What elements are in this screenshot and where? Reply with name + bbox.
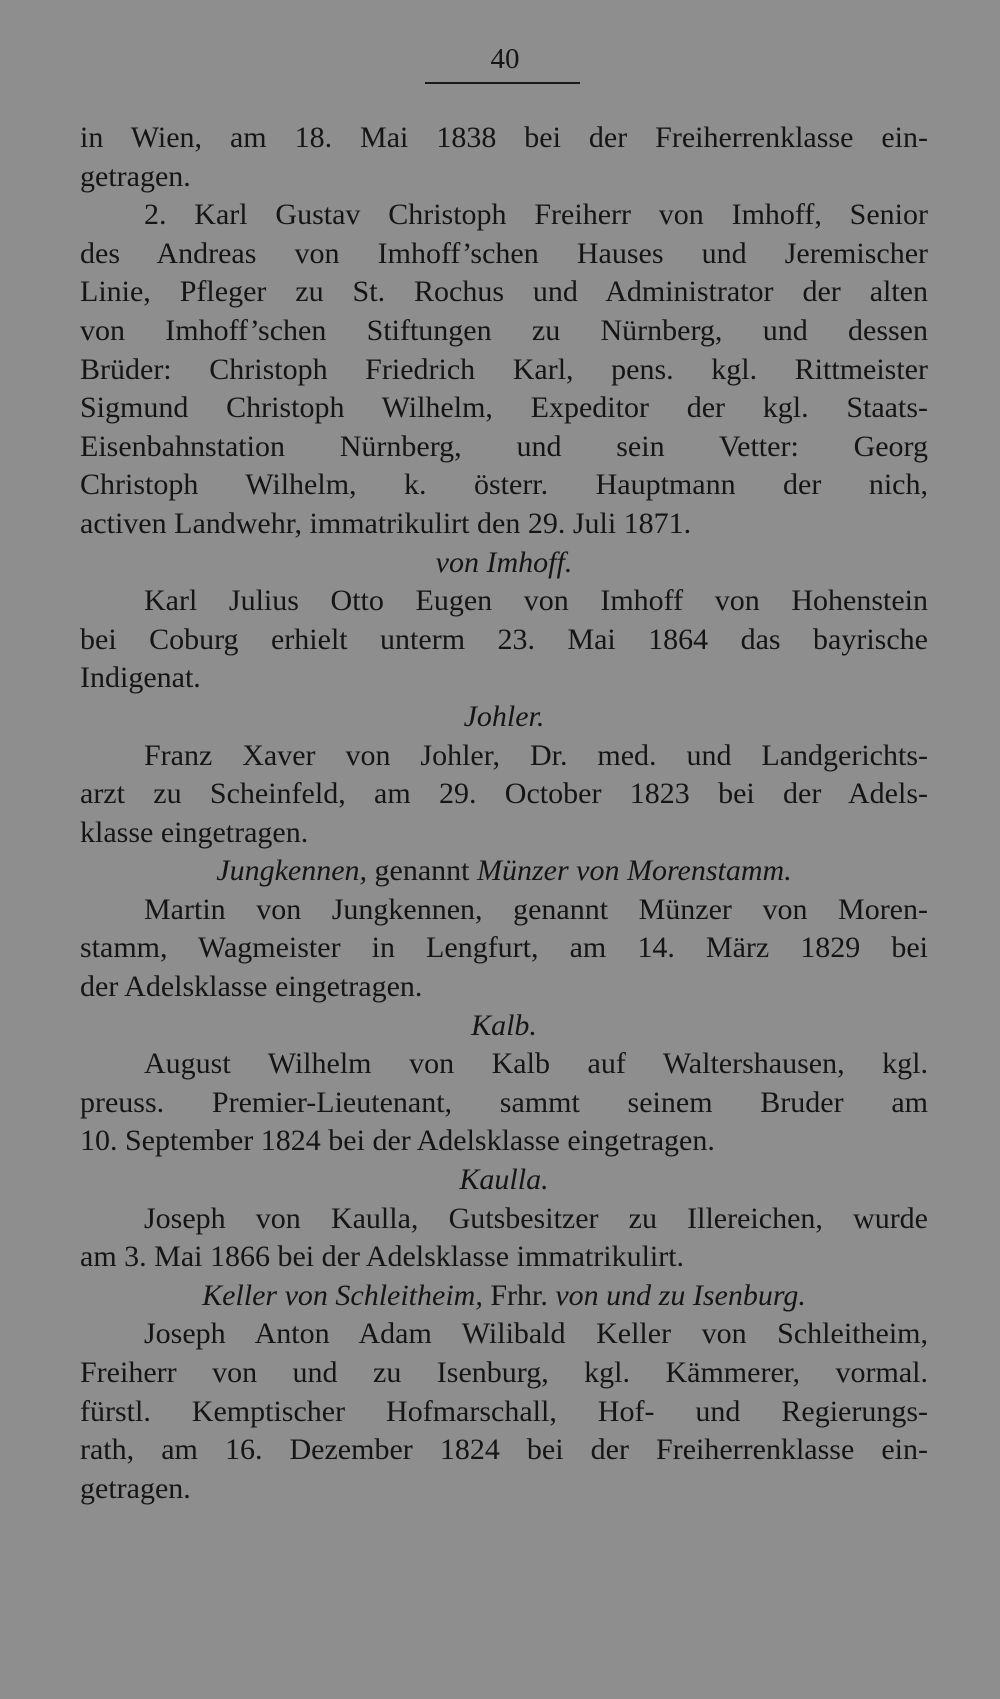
text-line: von Imhoff’schen Stiftungen zu Nürnberg, und dessen — [80, 313, 928, 347]
text-line: arzt zu Scheinfeld, am 29. October 1823 bei der Adels- — [80, 777, 928, 811]
text-line: preuss. Premier-Lieutenant, sammt seinem Bruder am — [80, 1085, 928, 1119]
text-line: Eisenbahnstation Nürnberg, und sein Vetter: Georg — [80, 429, 928, 463]
entry-heading — [80, 1277, 928, 1316]
entry-heading: Johler. — [463, 699, 545, 733]
text-line: stamm, Wagmeister in Lengfurt, am 14. März 1829 bei — [80, 931, 928, 965]
text-line: des Andreas von Imhoff’schen Hauses und Jeremischer — [80, 236, 928, 270]
text-line: rath, am 16. Dezember 1824 bei der Freiherrenklasse ein- — [80, 1433, 928, 1467]
entry-heading — [80, 852, 928, 891]
text-line: getragen. — [80, 159, 191, 193]
text-line: Christoph Wilhelm, k. österr. Hauptmann der nich, — [80, 468, 928, 502]
text-line: Franz Xaver von Johler, Dr. med. und Landgerichts- — [144, 738, 928, 772]
entry-heading: Kalb. — [471, 1008, 537, 1042]
text-line: Indigenat. — [80, 661, 201, 695]
text-line: getragen. — [80, 1471, 191, 1505]
text-line: Freiherr von und zu Isenburg, kgl. Kämmerer, vormal. — [80, 1356, 928, 1389]
text-line: fürstl. Kemptischer Hofmarschall, Hof- und Regierungs- — [80, 1394, 928, 1428]
text-line: bei Coburg erhielt unterm 23. Mai 1864 das bayrische — [80, 622, 928, 656]
text-line: Karl Julius Otto Eugen von Imhoff von Hohenstein — [144, 584, 928, 618]
text-line: 2. Karl Gustav Christoph Freiherr von Imhoff, Senior — [144, 198, 928, 232]
heading-plain-part: Frhr. — [482, 1278, 556, 1312]
text-line: klasse eingetragen. — [80, 815, 309, 849]
text-line: activen Landwehr, immatrikulirt den 29. Juli 1871. — [80, 506, 692, 540]
text-line: am 3. Mai 1866 bei der Adelsklasse immatrikulirt. — [80, 1240, 685, 1274]
heading-plain-part: genannt — [367, 854, 478, 888]
page-number-rule — [425, 82, 580, 84]
heading-italic-part: Keller von Schleitheim, — [202, 1278, 483, 1312]
heading-italic-part: Münzer von Morenstamm. — [477, 854, 792, 888]
entry-heading: von Imhoff. — [435, 545, 573, 579]
text-line: in Wien, am 18. Mai 1838 bei der Freiherrenklasse ein- — [80, 121, 928, 154]
text-line: Sigmund Christoph Wilhelm, Expeditor der kgl. Staats- — [80, 391, 928, 425]
heading-italic-part: von und zu Isenburg. — [555, 1278, 806, 1312]
entry-heading: Kaulla. — [459, 1163, 549, 1197]
page-number: 40 — [490, 43, 520, 75]
text-line: Joseph Anton Adam Wilibald Keller von Schleitheim, — [144, 1317, 928, 1351]
text-line: 10. September 1824 bei der Adelsklasse eingetragen. — [80, 1124, 715, 1158]
page-body-text — [80, 119, 928, 1508]
heading-italic-part: Jungkennen, — [216, 854, 368, 888]
text-line: Martin von Jungkennen, genannt Münzer von Moren- — [144, 892, 928, 926]
text-line: Joseph von Kaulla, Gutsbesitzer zu Illereichen, wurde — [144, 1201, 928, 1235]
text-line: August Wilhelm von Kalb auf Waltershausen, kgl. — [144, 1047, 928, 1081]
text-line: Brüder: Christoph Friedrich Karl, pens. kgl. Rittmeister — [80, 352, 928, 386]
text-line: Linie, Pfleger zu St. Rochus und Administrator der alten — [80, 275, 928, 309]
text-line: der Adelsklasse eingetragen. — [80, 970, 423, 1004]
